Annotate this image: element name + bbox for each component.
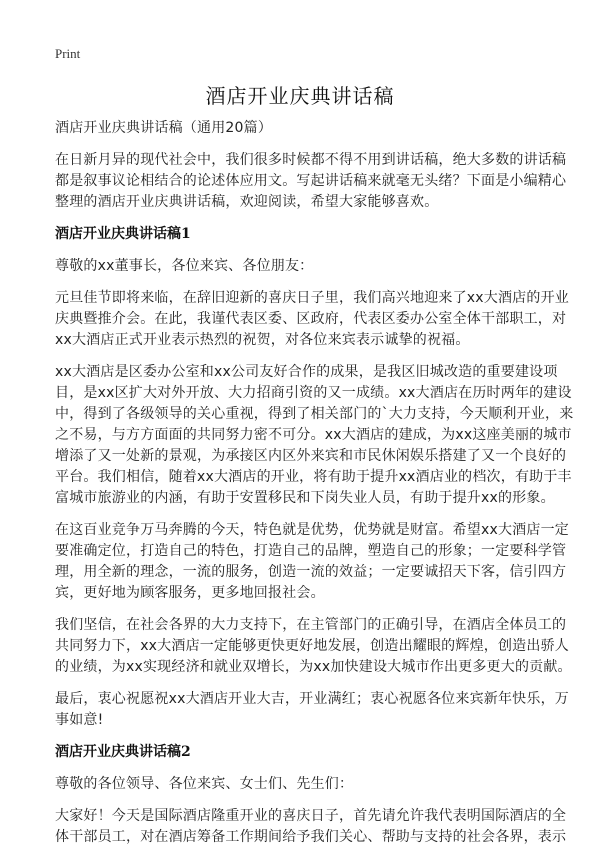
- document-body: [55, 118, 575, 859]
- paragraph: 最后，衷心祝愿祝xx大酒店开业大吉，开业满红；衷心祝愿各位来宾新年快乐，万事如意!: [55, 691, 569, 728]
- paragraph: xx大酒店是区委办公室和xx公司友好合作的成果，是我区旧城改造的重要建设项目，是xx区扩大对外开放、大力招商引资的又一成绩。xx大酒店在历时两年的建设中，得到了各级领导的关心重视，得到了相关部门的`大力支持，今天顺利开业，来之不易，与方方面面的共同努力密不可分。xx大酒店的建成，为xx这座美丽的城市增添了又一处新的景观，为承接区内区外来宾和市民休闲娱乐搭建了又一个良好的平台。我们相信，随着xx大酒店的开业，将有助于提升xx酒店业的档次，有助于丰富城市旅游业的内涵，有助于安置移民和下岗失业人员，有助于提升xx的形象。: [55, 364, 574, 506]
- paragraph: 尊敬的各位领导、各位来宾、女士们、先生们：: [55, 776, 354, 792]
- print-link[interactable]: Print: [55, 46, 81, 61]
- paragraph: 在这百业竞争万马奔腾的今天，特色就是优势，优势就是财富。希望xx大酒店一定要准确定位，打造自己的特色，打造自己的品牌，塑造自己的形象；一定要科学管理，用全新的理念，一流的服务，创造一流的效益；一定要诚招天下客，信引四方宾，更好地为顾客服务，更多地回报社会。: [55, 522, 569, 601]
- paragraph: 元旦佳节即将来临，在辞旧迎新的喜庆日子里，我们高兴地迎来了xx大酒店的开业庆典暨推介会。在此，我谨代表区委、区政府，代表区委办公室全体干部职工，对xx大酒店正式开业表示热烈的祝贺，对各位来宾表示诚挚的祝福。: [55, 290, 569, 348]
- paragraph: 尊敬的xx董事长，各位来宾、各位朋友：: [55, 258, 314, 274]
- section-heading-1: 酒店开业庆典讲话稿1: [55, 226, 191, 242]
- document-subtitle: 酒店开业庆典讲话稿（通用20篇）: [55, 120, 273, 136]
- paragraph: 我们坚信，在社会各界的大力支持下，在主管部门的正确引导，在酒店全体员工的共同努力下，xx大酒店一定能够更快更好地发展，创造出耀眼的辉煌，创造出骄人的业绩，为xx实现经济和就业双增长，为xx加快建设大城市作出更多更大的贡献。: [55, 617, 572, 675]
- section-heading-2: 酒店开业庆典讲话稿2: [55, 744, 191, 760]
- paragraph: 大家好！今天是国际酒店隆重开业的喜庆日子，首先请允许我代表明国际酒店的全体干部员工，对在酒店筹备工作期间给予我们关心、帮助与支持的社会各界，表示: [55, 808, 567, 845]
- intro-paragraph: 在日新月异的现代社会中，我们很多时候都不得不用到讲话稿，绝大多数的讲话稿都是叙事议论相结合的论述体应用文。写起讲话稿来就毫无头绪？下面是小编精心整理的酒店开业庆典讲话稿，欢迎阅读，希望大家能够喜欢。: [55, 152, 567, 210]
- document-title: 酒店开业庆典讲话稿: [205, 84, 395, 108]
